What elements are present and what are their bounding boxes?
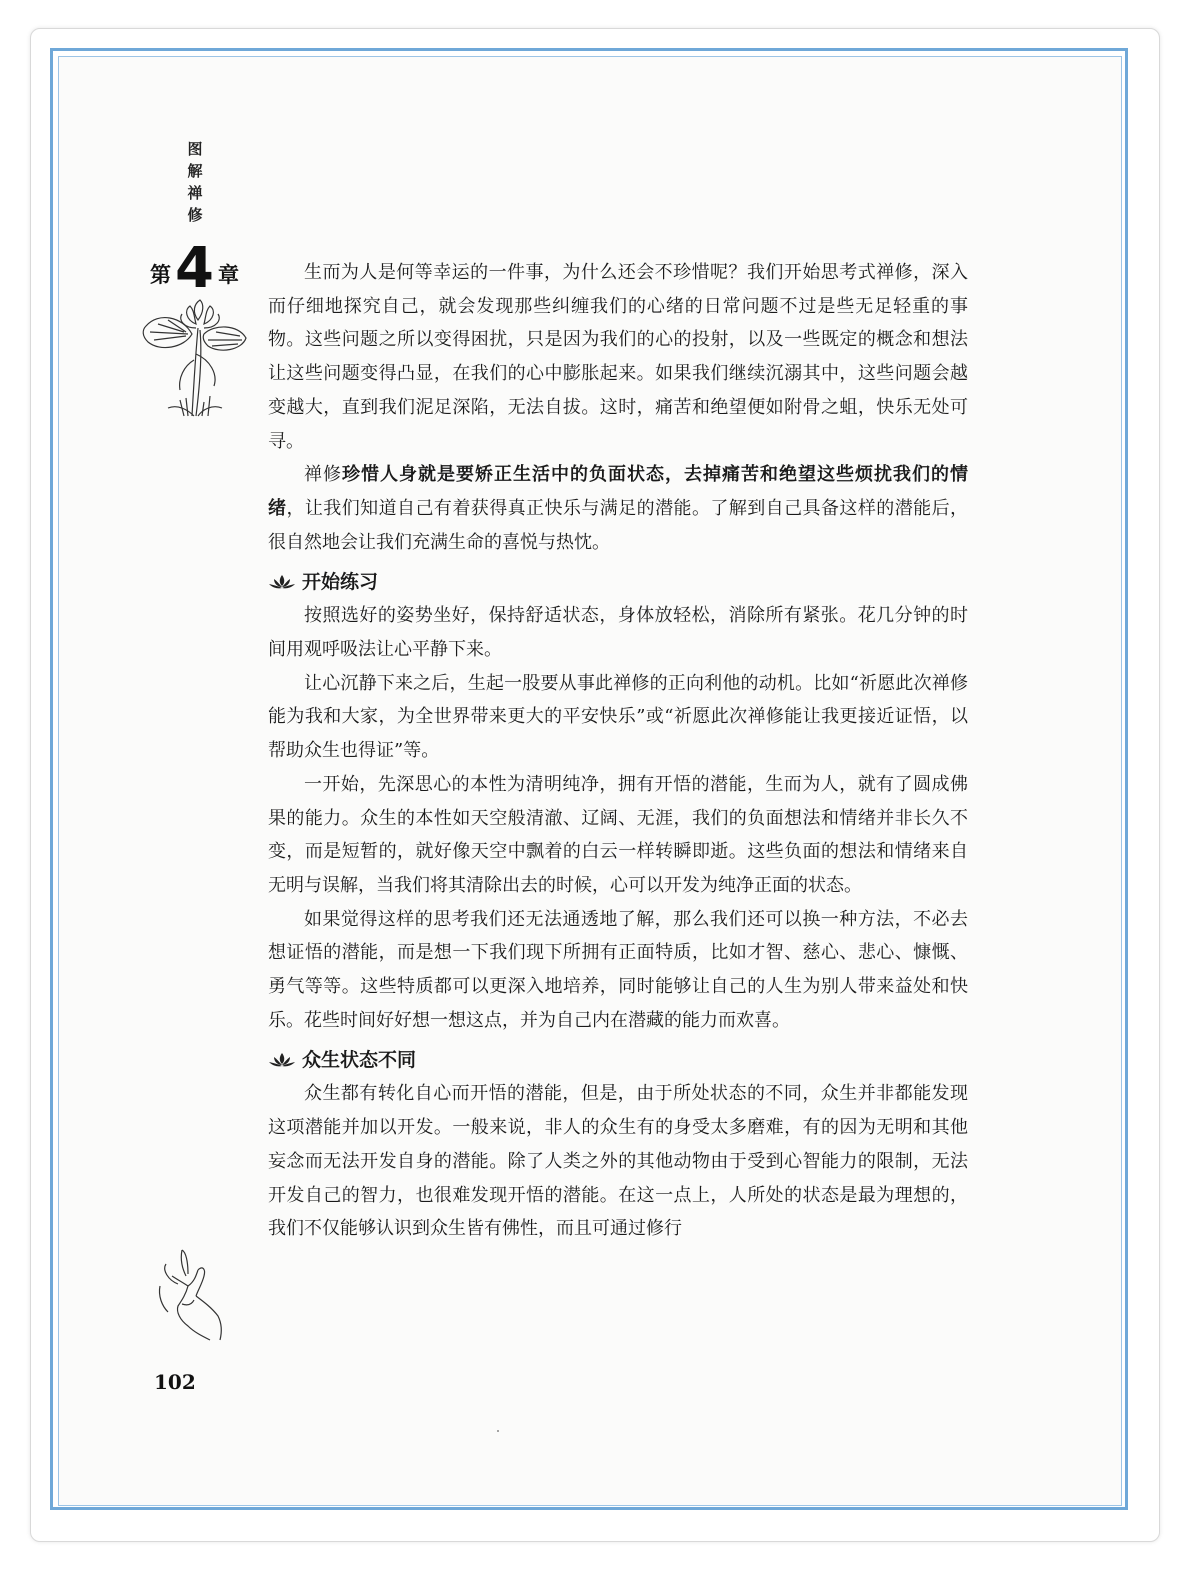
chapter-suffix: 章 bbox=[217, 263, 239, 287]
paragraph: 如果觉得这样的思考我们还无法通透地了解，那么我们还可以换一种方法，不必去想证悟的潜能，而是想一下我们现下所拥有正面特质，比如才智、慈心、悲心、慷慨、勇气等等。这些特质都可以更深入地培养，同时能够让自己的人生为别人带来益处和快乐。花些时间好好想一想这点，并为自己内在潜藏的能力而欢喜。 bbox=[268, 908, 968, 1031]
chapter-number: 4 bbox=[175, 236, 214, 301]
intro-paragraph: 生而为人是何等幸运的一件事，为什么还会不珍惜呢？我们开始思考式禅修，深入而仔细地探究自己，就会发现那些纠缠我们的心绪的日常问题不过是些无足轻重的事物。这些问题之所以变得困扰，只是因为我们的心的投射，以及一些既定的概念和想法让这些问题变得凸显，在我们的心中膨胀起来。如果我们继续沉溺其中，这些问题会越变越大，直到我们泥足深陷，无法自拔。这时，痛苦和绝望便如附骨之蛆，快乐无处可寻。 bbox=[268, 262, 968, 452]
chapter-label bbox=[150, 236, 239, 301]
section-heading-text: 众生状态不同 bbox=[302, 1049, 417, 1072]
lotus-illustration-icon bbox=[138, 290, 254, 420]
mudra-hand-illustration-icon bbox=[152, 1246, 228, 1342]
book-title-vertical: 图解禅修 bbox=[187, 140, 203, 224]
paragraph: 让心沉静下来之后，生起一股要从事此禅修的正向利他的动机。比如“祈愿此次禅修能为我和大家，为全世界带来更大的平安快乐”或“祈愿此次禅修能让我更接近证悟，以帮助众生也得证”等。 bbox=[268, 672, 968, 762]
chapter-prefix: 第 bbox=[150, 263, 171, 287]
emphasis-paragraph-start: 禅修 bbox=[304, 464, 342, 486]
main-text bbox=[268, 256, 968, 1246]
paragraph: 一开始，先深思心的本性为清明纯净，拥有开悟的潜能，生而为人，就有了圆成佛果的能力。众生的本性如天空般清澈、辽阔、无涯，我们的负面想法和情绪并非长久不变，而是短暂的，就好像天空中飘着的白云一样转瞬即逝。这些负面的想法和情绪来自无明与误解，当我们将其清除出去的时候，心可以开发为纯净正面的状态。 bbox=[268, 773, 968, 896]
emphasis-paragraph-end: ，让我们知道自己有着获得真正快乐与满足的潜能。了解到自己具备这样的潜能后，很自然地会让我们充满生命的喜悦与热忱。 bbox=[268, 497, 969, 553]
lotus-bullet-icon bbox=[268, 574, 296, 590]
paragraph: 众生都有转化自心而开悟的潜能，但是，由于所处状态的不同，众生并非都能发现这项潜能并加以开发。一般来说，非人的众生有的身受太多磨难，有的因为无明和其他妄念而无法开发自身的潜能。除了人类之外的其他动物由于受到心智能力的限制，无法开发自己的智力，也很难发现开悟的潜能。在这一点上，人所处的状态是最为理想的，我们不仅能够认识到众生皆有佛性，而且可通过修行 bbox=[268, 1083, 968, 1240]
print-speck bbox=[497, 1430, 499, 1432]
paragraph: 按照选好的姿势坐好，保持舒适状态，身体放轻松，消除所有紧张。花几分钟的时间用观呼吸法让心平静下来。 bbox=[268, 605, 968, 661]
section-heading-different-states bbox=[268, 1045, 968, 1075]
section-heading-text: 开始练习 bbox=[302, 571, 379, 594]
emphasis-bold-text: 珍惜人身就是要矫正生活中的负面状态，去掉痛苦和绝望这些烦扰我们的情绪 bbox=[268, 464, 968, 519]
page-number: 102 bbox=[154, 1370, 196, 1394]
section-heading-start-practice bbox=[268, 567, 968, 597]
lotus-bullet-icon bbox=[268, 1052, 296, 1068]
emphasis-paragraph bbox=[268, 458, 968, 559]
